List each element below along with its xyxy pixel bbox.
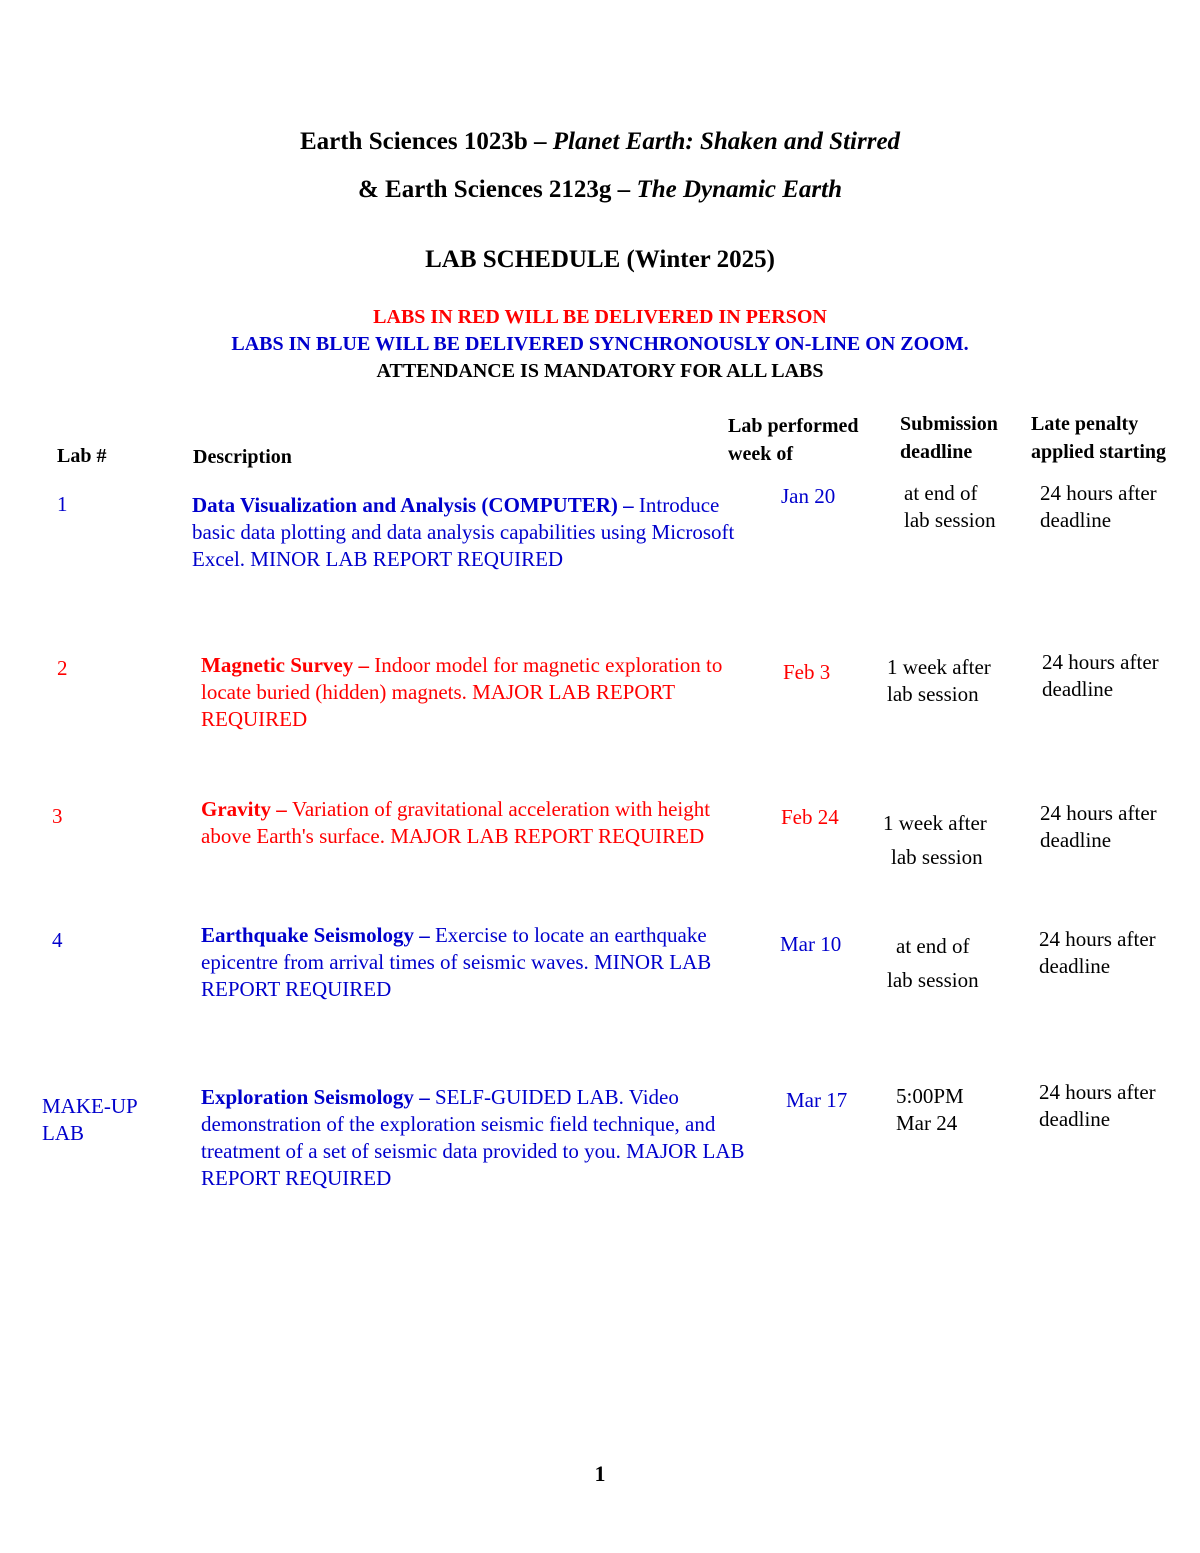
lab-3-deadline-line1: 1 week after bbox=[883, 811, 987, 835]
lab-4-deadline bbox=[887, 929, 979, 997]
col-header-week-line1: Lab performed bbox=[728, 415, 859, 437]
lab-4-description bbox=[201, 922, 761, 1003]
lab-1-late-line1: 24 hours after bbox=[1040, 481, 1157, 505]
lab-1-deadline bbox=[904, 480, 996, 534]
online-notice: LABS IN BLUE WILL BE DELIVERED SYNCHRONOUSLY ON-LINE ON ZOOM. bbox=[231, 333, 969, 355]
course-title-1023b: Earth Sciences 1023b – bbox=[299, 128, 553, 155]
lab-3-deadline-line2: lab session bbox=[891, 845, 983, 869]
lab-4-late-line2: deadline bbox=[1039, 954, 1111, 978]
col-header-deadline-line2: deadline bbox=[900, 441, 973, 463]
lab-4-body: Exercise to locate an earthquake epicentre from arrival times of seismic waves. MINOR LAB REPORT REQUIRED bbox=[201, 923, 712, 1001]
makeup-lab-title: Exploration Seismology bbox=[201, 1085, 414, 1109]
lab-2-late-line2: deadline bbox=[1042, 677, 1114, 701]
lab-4-deadline-line2: lab session bbox=[887, 968, 979, 992]
lab-4-week: Mar 10 bbox=[780, 932, 842, 956]
col-header-late-penalty bbox=[1031, 410, 1166, 466]
lab-2-description bbox=[201, 652, 776, 733]
makeup-lab-number: MAKE-UP LAB bbox=[42, 1094, 137, 1145]
lab-3-title: Gravity bbox=[201, 797, 271, 821]
lab-4-late-line1: 24 hours after bbox=[1039, 927, 1156, 951]
col-header-late-line1: Late penalty bbox=[1031, 413, 1139, 435]
makeup-lab-body: SELF-GUIDED LAB. Video demonstration of the exploration seismic field technique, and treatment of a set of seismic data provided to you. MAJOR LAB REPORT REQUIRED bbox=[201, 1085, 745, 1190]
makeup-lab-late-penalty bbox=[1039, 1079, 1156, 1133]
makeup-lab-late-line1: 24 hours after bbox=[1039, 1080, 1156, 1104]
lab-1-week: Jan 20 bbox=[781, 484, 836, 508]
col-header-late-line2: applied starting bbox=[1031, 441, 1167, 463]
col-header-deadline-line1: Submission bbox=[900, 413, 998, 435]
lab-1-body: Introduce basic data plotting and data analysis capabilities using Microsoft Excel. MINOR LAB REPORT REQUIRED bbox=[192, 493, 735, 571]
col-header-deadline bbox=[900, 410, 998, 466]
page-number: 1 bbox=[594, 1461, 606, 1486]
lab-2-deadline bbox=[887, 654, 991, 708]
makeup-lab-late-line2: deadline bbox=[1039, 1107, 1111, 1131]
lab-3-late-line1: 24 hours after bbox=[1040, 801, 1157, 825]
lab-4-title: Earthquake Seismology bbox=[201, 923, 414, 947]
course-title-line2 bbox=[0, 176, 1200, 204]
makeup-lab-deadline-line2: Mar 24 bbox=[896, 1111, 958, 1135]
course-subtitle-2123g: The Dynamic Earth bbox=[636, 176, 843, 203]
lab-2-body: Indoor model for magnetic exploration to locate buried (hidden) magnets. MAJOR LAB REPORT REQUIRED bbox=[201, 653, 723, 731]
lab-1-deadline-line2: lab session bbox=[904, 508, 996, 532]
lab-3-late-line2: deadline bbox=[1040, 828, 1112, 852]
lab-4-separator: – bbox=[413, 923, 435, 947]
makeup-lab-description bbox=[201, 1084, 761, 1192]
lab-1-deadline-line1: at end of bbox=[904, 481, 978, 505]
attendance-notice: ATTENDANCE IS MANDATORY FOR ALL LABS bbox=[376, 360, 824, 382]
lab-1-separator: – bbox=[617, 493, 639, 517]
lab-2-late-penalty bbox=[1042, 649, 1159, 703]
lab-2-separator: – bbox=[353, 653, 375, 677]
lab-3-separator: – bbox=[270, 797, 292, 821]
lab-1-number: 1 bbox=[57, 492, 68, 516]
lab-2-title: Magnetic Survey bbox=[201, 653, 354, 677]
lab-2-week: Feb 3 bbox=[783, 660, 831, 684]
lab-4-number: 4 bbox=[52, 928, 63, 952]
lab-3-body: Variation of gravitational acceleration with height above Earth's surface. MAJOR LAB REPORT REQUIRED bbox=[201, 797, 711, 848]
in-person-notice: LABS IN RED WILL BE DELIVERED IN PERSON bbox=[373, 306, 827, 328]
makeup-lab-separator: – bbox=[413, 1085, 435, 1109]
lab-2-late-line1: 24 hours after bbox=[1042, 650, 1159, 674]
lab-3-week: Feb 24 bbox=[781, 805, 839, 829]
col-header-week bbox=[728, 412, 859, 468]
makeup-lab-deadline-line1: 5:00PM bbox=[896, 1084, 964, 1108]
lab-4-late-penalty bbox=[1039, 926, 1156, 980]
lab-3-late-penalty bbox=[1040, 800, 1157, 854]
col-header-week-line2: week of bbox=[728, 443, 793, 465]
lab-2-number: 2 bbox=[57, 656, 68, 680]
course-title-line1 bbox=[0, 128, 1200, 156]
lab-1-description bbox=[192, 492, 757, 573]
makeup-lab-week: Mar 17 bbox=[786, 1088, 848, 1112]
col-header-description: Description bbox=[193, 446, 292, 468]
course-subtitle-1023b: Planet Earth: Shaken and Stirred bbox=[552, 128, 901, 155]
makeup-lab-deadline bbox=[896, 1083, 964, 1137]
col-header-lab-number: Lab # bbox=[57, 445, 107, 467]
course-title-2123g: & Earth Sciences 2123g – bbox=[357, 176, 637, 203]
lab-3-description bbox=[201, 796, 731, 850]
lab-3-deadline bbox=[883, 806, 987, 874]
lab-3-number: 3 bbox=[52, 804, 63, 828]
lab-1-late-line2: deadline bbox=[1040, 508, 1112, 532]
lab-1-late-penalty bbox=[1040, 480, 1157, 534]
schedule-title: LAB SCHEDULE (Winter 2025) bbox=[425, 246, 775, 273]
lab-1-title: Data Visualization and Analysis (COMPUTER) bbox=[192, 493, 618, 517]
lab-2-deadline-line2: lab session bbox=[887, 682, 979, 706]
lab-2-deadline-line1: 1 week after bbox=[887, 655, 991, 679]
lab-4-deadline-line1: at end of bbox=[896, 934, 970, 958]
